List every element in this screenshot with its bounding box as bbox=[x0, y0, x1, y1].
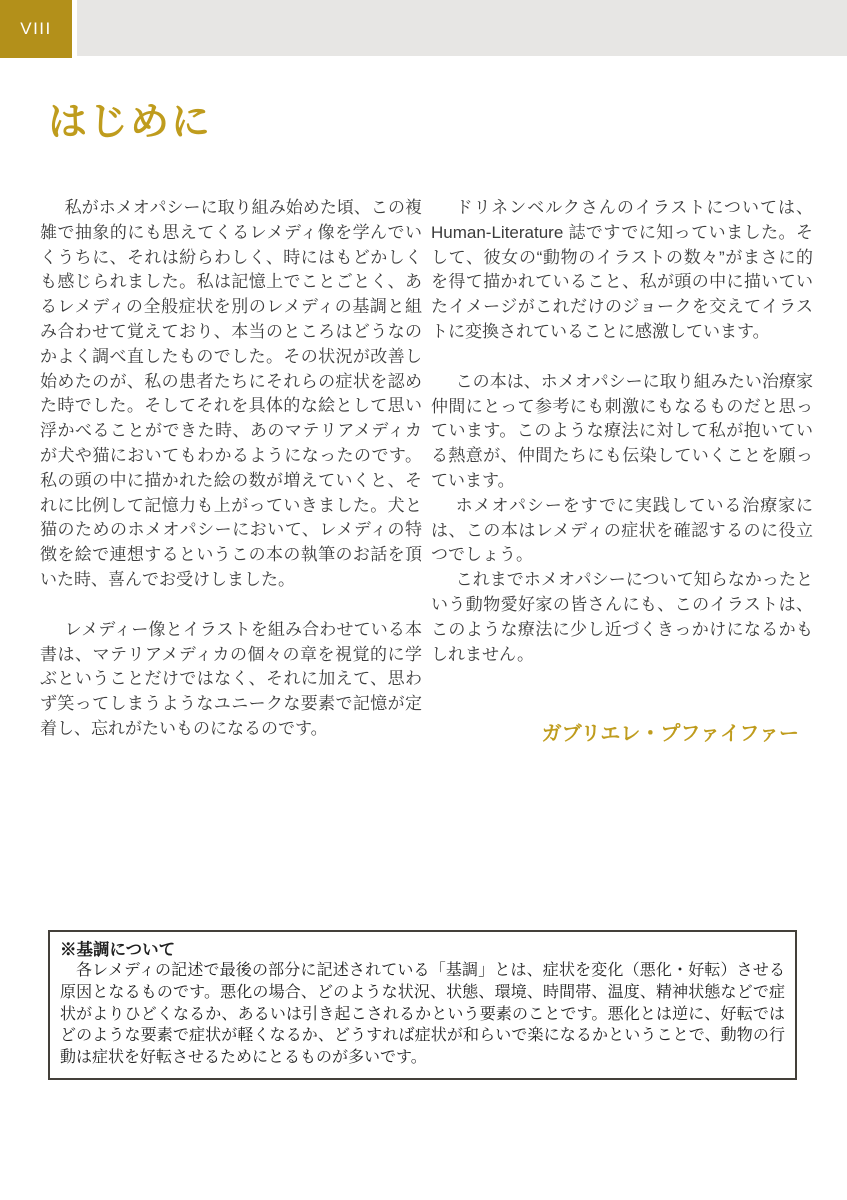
right-paragraph-1: ドリネンベルクさんのイラストについては、Human-Literature 誌ですでに知っていました。そして、彼女の“動物のイラストの数々”がまさに的を得て描かれていること、私が頭の中に描いていたイメージがこれだけのジョークを交えてイラストに変換されていることに感激しています。 bbox=[431, 198, 813, 341]
right-paragraph-4: これまでホメオパシーについて知らなかったという動物愛好家の皆さんにも、このイラストは、このような療法に少し近づくきっかけになるかもしれません。 bbox=[431, 570, 813, 664]
footnote-title: ※基調について bbox=[60, 940, 176, 959]
right-paragraph-3: ホメオパシーをすでに実践している治療家には、この本はレメディの症状を確認するのに役立つでしょう。 bbox=[431, 495, 813, 565]
footnote-body: 各レメディの記述で最後の部分に記述されている「基調」とは、症状を変化（悪化・好転）させる原因となるものです。悪化の場合、どのような状況、状態、環境、時間帯、温度、精神状態などで症状がよりひどくなるか、あるいは引き起こされるかという要素のことです。悪化とは逆に、好転ではどのような要素で症状が軽くなるか、どうすれば症状が和らいで楽になるかということで、動物の行動は症状を好転させるためにとるものが多いです。 bbox=[60, 962, 785, 1067]
header-band bbox=[77, 0, 847, 56]
page-title: はじめに bbox=[48, 101, 213, 144]
right-column bbox=[431, 196, 813, 746]
intro-text-columns bbox=[40, 196, 813, 746]
left-column bbox=[40, 196, 422, 746]
left-paragraph-1: 私がホメオパシーに取り組み始めた頃、この複雑で抽象的にも思えてくるレメディ像を学んでいくうちに、それは紛らわしく、時にはもどかしくも感じられました。私は記憶上でことごとく、あるレメディの全般症状を別のレメディの基調と組み合わせて覚えており、本当のところはどうなのかよく調べ直したものでした。その状況が改善し始めたのが、私の患者たちにそれらの症状を認めた時でした。そしてそれを具体的な絵として思い浮かべることができた時、あのマテリアメディカが犬や猫においてもわかるようになったのです。私の頭の中に描かれた絵の数が増えていくと、それに比例して記憶力も上がっていきました。犬と猫のためのホメオパシーにおいて、レメディの特徴を絵で連想するというこの本の執筆のお話を頂いた時、喜んでお受けしました。 bbox=[40, 198, 422, 589]
page-number-tab bbox=[0, 0, 72, 58]
left-paragraph-2: レメディー像とイラストを組み合わせている本書は、マテリアメディカの個々の章を視覚的に学ぶということだけではなく、それに加えて、思わず笑ってしまうようなユニークな要素で記憶が定着し、忘れがたいものになるのです。 bbox=[40, 619, 422, 738]
right-paragraph-2: この本は、ホメオパシーに取り組みたい治療家仲間にとって参考にも刺激にもなるものだと思っています。このような療法に対して私が抱いている熱意が、仲間たちにも伝染していくことを願っています。 bbox=[431, 371, 813, 490]
keynote-footnote-box bbox=[48, 930, 797, 1080]
page-number: VIII bbox=[20, 19, 52, 38]
author-signature: ガブリエレ・プファイファー bbox=[541, 723, 799, 746]
